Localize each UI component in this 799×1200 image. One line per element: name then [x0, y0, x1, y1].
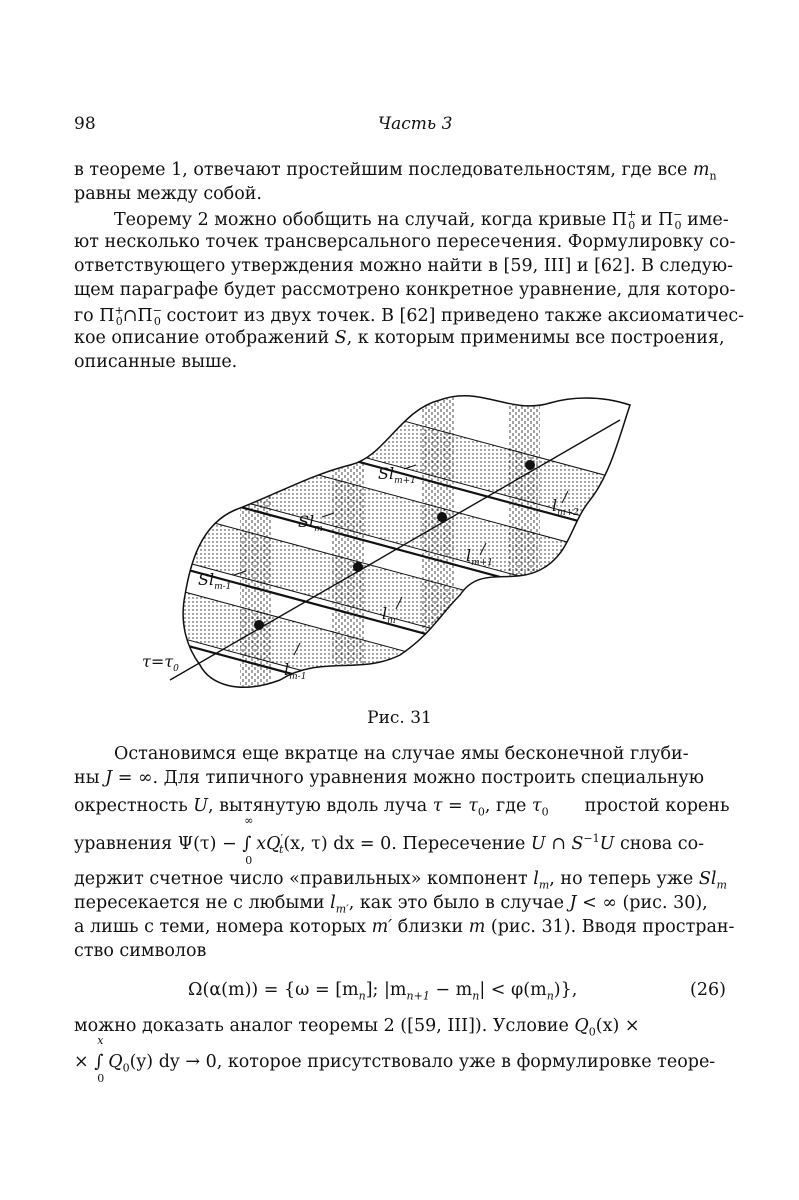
label-l-m1: $l_{m+1}$ — [466, 546, 493, 569]
para1-line2: равны между собой. — [74, 184, 262, 204]
formula-number: (26) — [690, 980, 726, 1000]
para3-line2: ны J = ∞. Для типичного уравнения можно построить специальную — [74, 768, 704, 788]
para2-line6: кое описание отображений S, к которым применимы все построения, — [74, 328, 725, 348]
intersection-point-1 — [254, 620, 264, 630]
para2-line7: описанные выше. — [74, 352, 238, 372]
para4-line2: × x ∫ 0 $Q_0(y)$ dy → 0, которое присутствовало уже в формулировке теоре- — [74, 1034, 716, 1085]
para3-line3: окрестность U, вытянутую вдоль луча $\tau = \tau_0$, где $\tau_0$ простой корень — [74, 796, 730, 819]
label-sl-m1: $Sl_{m+1}$ — [378, 464, 416, 487]
para3-line4: уравнения Ψ(τ) − ∞ ∫ 0 $xQ'_t(x$, τ) dx = 0. Пересечение U ∩ $S^{-1}U$ снова со- — [74, 813, 705, 867]
intersection-point-3 — [437, 512, 447, 522]
page-number: 98 — [74, 114, 96, 134]
para1-line1: в теореме 1, отвечают простейшим последовательностям, где все $m_n$ — [74, 160, 717, 183]
label-l-m: $l_m$ — [382, 604, 396, 627]
para4-line1: можно доказать аналог теоремы 2 ([59, III]). Условие $Q_0(x)$ × — [74, 1016, 640, 1039]
intersection-point-2 — [353, 562, 363, 572]
para2-line3: ответствующего утверждения можно найти в [59, III] и [62]. В следую- — [74, 256, 734, 276]
label-tau: $\tau=\tau_0$ — [142, 652, 179, 675]
label-sl-m-1: $Sl_{m-1}$ — [198, 570, 232, 593]
formula-26: $\Omega(\alpha(m)) = \{\omega = [m_n]$; $|m_{n+1} - m_n| < \varphi(m_n)$}, — [188, 980, 578, 1003]
para2-line2: ют несколько точек трансверсального пересечения. Формулировку со- — [74, 232, 736, 252]
label-l-m2: $l_{m+2}$ — [552, 496, 579, 519]
para2-line1: Теорему 2 можно обобщить на случай, когда кривые $\Pi^+_0$ и $\Pi^-_0$ име- — [114, 208, 729, 233]
label-sl-m: $Sl_m$ — [298, 512, 323, 535]
figure-caption: Рис. 31 — [367, 708, 432, 728]
para3-line6: пересекается не с любыми $l_{m'}$, как это было в случае J < ∞ (рис. 30), — [74, 893, 708, 916]
para2-line4: щем параграфе будет рассмотрено конкретное уравнение, для которо- — [74, 280, 736, 300]
para2-line5: го $\Pi^+_0\cap\Pi^-_0$ состоит из двух точек. В [62] приведено также аксиоматичес- — [74, 304, 745, 329]
para3-line7: а лишь с теми, номера которых m′ близки m (рис. 31). Вводя простран- — [74, 917, 735, 937]
para3-line5: держит счетное число «правильных» компонент $l_m$, но теперь уже $Sl_m$ — [74, 869, 727, 892]
intersection-point-4 — [525, 460, 535, 470]
figure-31 — [140, 385, 660, 700]
para3-line8: ство символов — [74, 941, 207, 961]
running-title: Часть 3 — [378, 114, 453, 134]
label-l-m-1: $l_{m-1}$ — [284, 660, 307, 683]
para3-line1: Остановимся еще вкратце на случае ямы бесконечной глуби- — [114, 744, 689, 764]
